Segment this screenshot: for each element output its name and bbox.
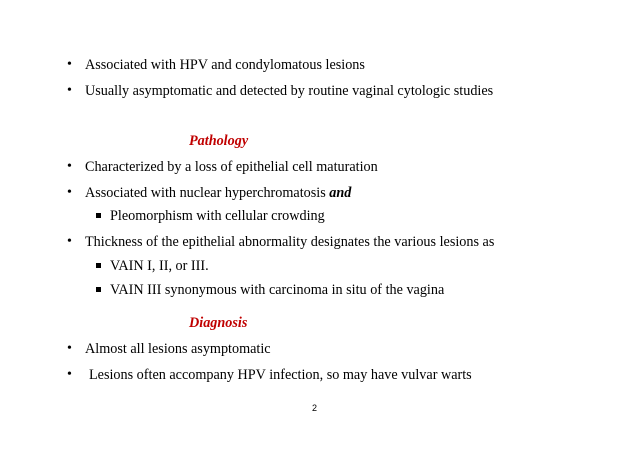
bullet-icon: • <box>67 341 72 356</box>
page-number: 2 <box>312 403 318 413</box>
diagnosis-item-2: Lesions often accompany HPV infection, so may have vulvar warts <box>89 367 472 383</box>
pathology-subitem-3: VAIN III synonymous with carcinoma in situ of the vagina <box>110 282 445 298</box>
bullet-icon: • <box>67 234 72 249</box>
square-bullet-icon <box>96 263 101 268</box>
intro-item-2: Usually asymptomatic and detected by routine vaginal cytologic studies <box>85 83 494 99</box>
pathology-heading: Pathology <box>189 133 249 149</box>
pathology-item-3: Thickness of the epithelial abnormality designates the various lesions as <box>85 234 495 250</box>
bullet-icon: • <box>67 185 72 200</box>
intro-item-1: Associated with HPV and condylomatous lesions <box>85 57 365 73</box>
diagnosis-heading: Diagnosis <box>189 315 248 331</box>
square-bullet-icon <box>96 287 101 292</box>
diagnosis-item-1: Almost all lesions asymptomatic <box>85 341 271 357</box>
pathology-item-2-emphasis: and <box>329 185 352 201</box>
square-bullet-icon <box>96 213 101 218</box>
pathology-item-2 <box>85 184 351 202</box>
pathology-subitem-2: VAIN I, II, or III. <box>110 258 209 274</box>
bullet-icon: • <box>67 83 72 98</box>
pathology-item-1: Characterized by a loss of epithelial cell maturation <box>85 159 378 175</box>
bullet-icon: • <box>67 367 72 382</box>
bullet-icon: • <box>67 159 72 174</box>
pathology-item-2-text: Associated with nuclear hyperchromatosis <box>85 185 330 201</box>
pathology-subitem-1: Pleomorphism with cellular crowding <box>110 208 325 224</box>
bullet-icon: • <box>67 57 72 72</box>
